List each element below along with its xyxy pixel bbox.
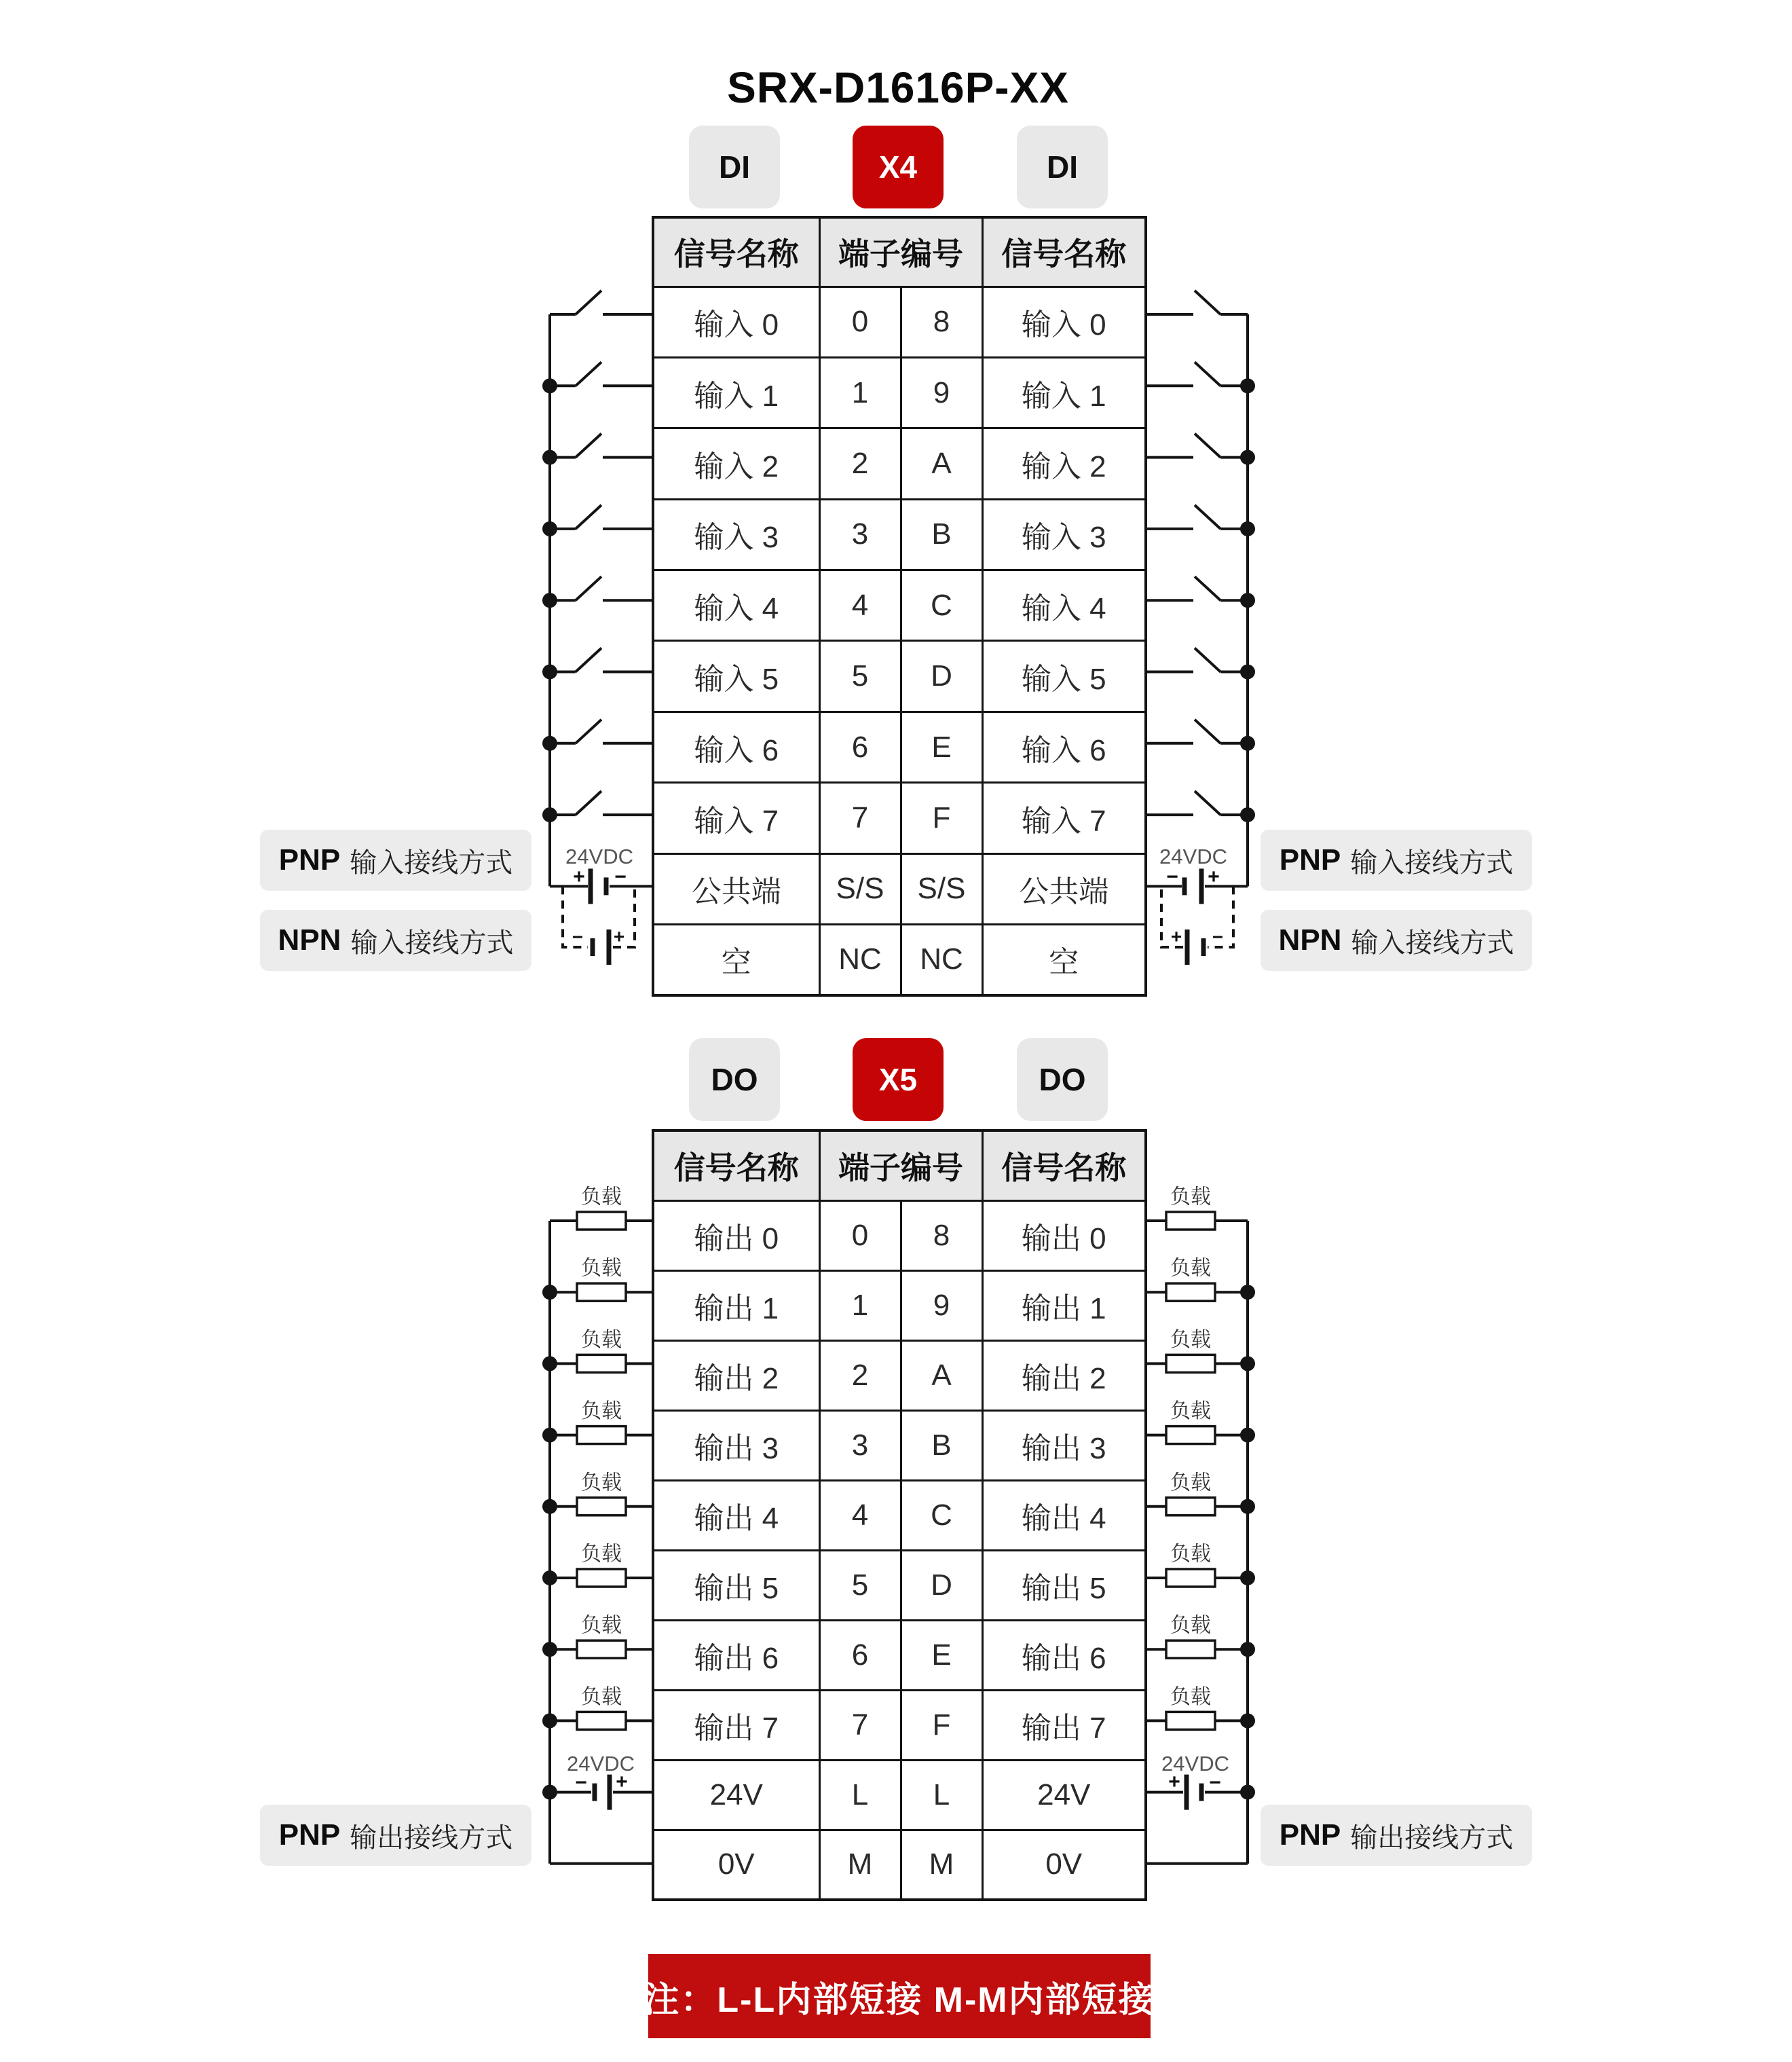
junction-dot [542, 1285, 557, 1300]
load-label: 负载 [581, 1614, 622, 1637]
pnp-input-wiring-label-left [260, 830, 531, 891]
load-resistor-icon [577, 1640, 626, 1658]
load-resistor-icon [1166, 1212, 1215, 1230]
switch-icon [576, 505, 601, 529]
terminal-cell: 9 [901, 357, 982, 428]
signal-cell: 输出 4 [653, 1480, 819, 1550]
pnp-input-wiring-label-right [1261, 830, 1532, 891]
load-label: 负载 [1170, 1400, 1211, 1423]
load-label: 负载 [1170, 1257, 1211, 1280]
signal-cell: 输入 6 [982, 712, 1146, 782]
table-row [653, 1410, 1146, 1480]
terminal-cell: B [901, 1410, 982, 1480]
junction-dot [1240, 593, 1255, 608]
di-header-terminal: 端子编号 [819, 217, 982, 287]
do-header-terminal: 端子编号 [819, 1130, 982, 1200]
table-row [653, 570, 1146, 641]
terminal-cell: 0 [819, 1200, 901, 1270]
terminal-cell: 8 [901, 1200, 982, 1270]
load-label: 负载 [581, 1543, 622, 1566]
terminal-cell: 5 [819, 1550, 901, 1620]
terminal-cell: 1 [819, 1270, 901, 1340]
signal-cell: 输入 1 [982, 357, 1146, 428]
table-row [653, 499, 1146, 570]
signal-cell: 输出 6 [653, 1620, 819, 1690]
junction-dot [542, 378, 557, 393]
terminal-cell: 2 [819, 428, 901, 499]
load-resistor-icon [577, 1712, 626, 1729]
switch-icon [576, 791, 601, 815]
do-terminal-table [652, 1129, 1147, 1901]
terminal-cell: L [819, 1760, 901, 1830]
signal-cell: 输出 7 [982, 1690, 1146, 1760]
table-row [653, 1270, 1146, 1340]
signal-cell: 0V [653, 1830, 819, 1900]
terminal-cell: S/S [819, 853, 901, 924]
signal-cell: 空 [982, 925, 1146, 995]
di-header-signal-left: 信号名称 [653, 217, 819, 287]
table-row [653, 853, 1146, 924]
load-resistor-icon [1166, 1355, 1215, 1372]
signal-cell: 输出 4 [982, 1480, 1146, 1550]
terminal-cell: D [901, 1550, 982, 1620]
polarity-sign: − [572, 926, 584, 948]
pnp-label-text: 输入接线方式 [350, 847, 513, 878]
terminal-cell: 7 [819, 1690, 901, 1760]
switch-icon [1195, 291, 1220, 314]
signal-cell: 输入 5 [982, 641, 1146, 712]
terminal-cell: 4 [819, 570, 901, 641]
terminal-cell: NC [901, 925, 982, 995]
switch-icon [1195, 648, 1220, 672]
junction-dot [542, 1356, 557, 1371]
signal-cell: 输入 0 [653, 287, 819, 357]
switch-icon [1195, 362, 1220, 386]
terminal-cell: E [901, 712, 982, 782]
table-row [653, 1760, 1146, 1830]
junction-dot [1240, 807, 1255, 822]
supply-voltage-label: 24VDC [565, 844, 633, 868]
signal-cell: 输出 2 [653, 1340, 819, 1410]
junction-dot [1240, 1785, 1255, 1800]
signal-cell: 输出 0 [982, 1200, 1146, 1270]
junction-dot [542, 736, 557, 751]
terminal-cell: L [901, 1760, 982, 1830]
switch-icon [576, 720, 601, 743]
npn-input-wiring-label-left [260, 910, 531, 971]
polarity-sign: + [573, 865, 585, 888]
terminal-cell: M [901, 1830, 982, 1900]
do-header-signal-right: 信号名称 [982, 1130, 1146, 1200]
terminal-cell: 9 [901, 1270, 982, 1340]
polarity-sign: − [614, 865, 627, 888]
load-resistor-icon [1166, 1283, 1215, 1301]
junction-dot [1240, 450, 1255, 465]
switch-icon [1195, 576, 1220, 600]
supply-voltage-label: 24VDC [1159, 844, 1227, 868]
table-row [653, 1620, 1146, 1690]
supply-voltage-label: 24VDC [567, 1752, 635, 1776]
load-label: 负载 [581, 1257, 622, 1280]
pnp-label-text: 输入接线方式 [1350, 847, 1514, 878]
signal-cell: 输入 3 [653, 499, 819, 570]
table-row [653, 357, 1146, 428]
signal-cell: 输出 5 [653, 1550, 819, 1620]
switch-icon [576, 434, 601, 458]
signal-cell: 输入 1 [653, 357, 819, 428]
load-label: 负载 [581, 1185, 622, 1209]
terminal-cell: D [901, 641, 982, 712]
di-left-badge: DI [689, 126, 780, 208]
connector-x5-badge: X5 [853, 1038, 944, 1121]
table-row [653, 712, 1146, 782]
load-resistor-icon [1166, 1498, 1215, 1515]
polarity-sign: + [1208, 865, 1220, 888]
table-row [653, 1200, 1146, 1270]
table-row [653, 925, 1146, 995]
npn-label: NPN [278, 923, 341, 957]
junction-dot [1240, 1642, 1255, 1657]
npn-label-text: 输入接线方式 [350, 927, 514, 958]
junction-dot [1240, 1499, 1255, 1514]
junction-dot [542, 450, 557, 465]
signal-cell: 0V [982, 1830, 1146, 1900]
terminal-cell: C [901, 570, 982, 641]
do-right-badge: DO [1017, 1038, 1108, 1121]
signal-cell: 输入 4 [653, 570, 819, 641]
polarity-sign: + [616, 1771, 628, 1794]
junction-dot [542, 521, 557, 536]
terminal-cell: A [901, 1340, 982, 1410]
terminal-cell: E [901, 1620, 982, 1690]
switch-icon [1195, 434, 1220, 458]
signal-cell: 输出 7 [653, 1690, 819, 1760]
table-row [653, 1340, 1146, 1410]
di-right-badge: DI [1017, 126, 1108, 208]
polarity-sign: + [1168, 1771, 1180, 1794]
note-banner: 注：L-L内部短接 M-M内部短接 [648, 1954, 1151, 2038]
page-title: SRX-D1616P-XX [727, 63, 1069, 112]
terminal-cell: C [901, 1480, 982, 1550]
load-resistor-icon [577, 1212, 626, 1230]
pnp-label-text: 输出接线方式 [1350, 1822, 1514, 1853]
junction-dot [542, 1570, 557, 1585]
polarity-sign: − [575, 1771, 587, 1794]
junction-dot [1240, 1356, 1255, 1371]
signal-cell: 输出 5 [982, 1550, 1146, 1620]
polarity-sign: − [1209, 1771, 1221, 1794]
signal-cell: 24V [653, 1760, 819, 1830]
signal-cell: 输出 0 [653, 1200, 819, 1270]
signal-cell: 输出 3 [653, 1410, 819, 1480]
junction-dot [1240, 378, 1255, 393]
terminal-cell: 7 [819, 783, 901, 853]
terminal-cell: B [901, 499, 982, 570]
terminal-cell: 2 [819, 1340, 901, 1410]
terminal-cell: S/S [901, 853, 982, 924]
terminal-cell: F [901, 1690, 982, 1760]
switch-icon [1195, 720, 1220, 743]
signal-cell: 输入 5 [653, 641, 819, 712]
terminal-cell: 6 [819, 712, 901, 782]
signal-cell: 输出 1 [653, 1270, 819, 1340]
signal-cell: 输入 7 [653, 783, 819, 853]
terminal-cell: 1 [819, 357, 901, 428]
do-left-badge: DO [689, 1038, 780, 1121]
di-header-row [653, 217, 1146, 287]
junction-dot [1240, 1285, 1255, 1300]
pnp-label: PNP [1279, 1818, 1341, 1852]
load-resistor-icon [577, 1498, 626, 1515]
signal-cell: 输出 2 [982, 1340, 1146, 1410]
signal-cell: 输入 2 [982, 428, 1146, 499]
terminal-cell: 0 [819, 287, 901, 357]
pnp-label-text: 输出接线方式 [350, 1822, 513, 1853]
junction-dot [542, 593, 557, 608]
junction-dot [1240, 521, 1255, 536]
signal-cell: 输入 7 [982, 783, 1146, 853]
pnp-output-wiring-label-right [1261, 1805, 1532, 1866]
signal-cell: 输出 3 [982, 1410, 1146, 1480]
terminal-cell: NC [819, 925, 901, 995]
switch-icon [576, 362, 601, 386]
table-row [653, 428, 1146, 499]
load-label: 负载 [581, 1685, 622, 1708]
load-label: 负载 [1170, 1328, 1211, 1351]
table-row [653, 1690, 1146, 1760]
load-resistor-icon [1166, 1712, 1215, 1729]
pnp-output-wiring-label-left [260, 1805, 531, 1866]
load-resistor-icon [577, 1283, 626, 1301]
terminal-cell: 3 [819, 499, 901, 570]
signal-cell: 空 [653, 925, 819, 995]
junction-dot [542, 1499, 557, 1514]
junction-dot [542, 665, 557, 680]
table-row [653, 1830, 1146, 1900]
signal-cell: 输出 6 [982, 1620, 1146, 1690]
switch-icon [1195, 505, 1220, 529]
terminal-cell: F [901, 783, 982, 853]
junction-dot [1240, 1570, 1255, 1585]
polarity-sign: − [1166, 865, 1178, 888]
junction-dot [1240, 736, 1255, 751]
terminal-cell: 3 [819, 1410, 901, 1480]
polarity-sign: + [1170, 925, 1182, 947]
load-label: 负载 [581, 1471, 622, 1494]
table-row [653, 641, 1146, 712]
terminal-cell: 6 [819, 1620, 901, 1690]
load-label: 负载 [1170, 1185, 1211, 1209]
junction-dot [1240, 1713, 1255, 1728]
load-label: 负载 [1170, 1543, 1211, 1566]
signal-cell: 输入 2 [653, 428, 819, 499]
load-label: 负载 [1170, 1614, 1211, 1637]
signal-cell: 输入 6 [653, 712, 819, 782]
table-row [653, 1480, 1146, 1550]
load-resistor-icon [577, 1355, 626, 1372]
table-row [653, 287, 1146, 357]
terminal-cell: M [819, 1830, 901, 1900]
di-terminal-table [652, 216, 1147, 997]
table-row [653, 783, 1146, 853]
table-row [653, 1550, 1146, 1620]
terminal-cell: 8 [901, 287, 982, 357]
junction-dot [542, 1428, 557, 1443]
signal-cell: 输入 3 [982, 499, 1146, 570]
switch-icon [1195, 791, 1220, 815]
load-resistor-icon [577, 1569, 626, 1587]
junction-dot [542, 1713, 557, 1728]
polarity-sign: − [1212, 926, 1224, 948]
connector-x4-badge: X4 [853, 126, 944, 208]
npn-input-wiring-label-right [1261, 910, 1532, 971]
junction-dot [1240, 1428, 1255, 1443]
load-label: 负载 [1170, 1471, 1211, 1494]
junction-dot [542, 1642, 557, 1657]
supply-voltage-label: 24VDC [1161, 1752, 1229, 1776]
terminal-cell: 5 [819, 641, 901, 712]
junction-dot [542, 1785, 557, 1800]
junction-dot [542, 807, 557, 822]
polarity-sign: + [613, 925, 625, 947]
load-label: 负载 [1170, 1685, 1211, 1708]
terminal-cell: A [901, 428, 982, 499]
load-resistor-icon [1166, 1569, 1215, 1587]
load-resistor-icon [577, 1426, 626, 1444]
switch-icon [576, 291, 601, 314]
load-label: 负载 [581, 1328, 622, 1351]
signal-cell: 24V [982, 1760, 1146, 1830]
pnp-label: PNP [1279, 843, 1341, 877]
signal-cell: 输出 1 [982, 1270, 1146, 1340]
npn-label-text: 输入接线方式 [1351, 927, 1514, 958]
npn-label: NPN [1278, 923, 1342, 957]
switch-icon [576, 576, 601, 600]
signal-cell: 输入 0 [982, 287, 1146, 357]
load-resistor-icon [1166, 1640, 1215, 1658]
pnp-label: PNP [278, 1818, 341, 1852]
pnp-label: PNP [278, 843, 341, 877]
load-resistor-icon [1166, 1426, 1215, 1444]
signal-cell: 公共端 [982, 853, 1146, 924]
di-header-signal-right: 信号名称 [982, 217, 1146, 287]
do-header-row [653, 1130, 1146, 1200]
load-label: 负载 [581, 1400, 622, 1423]
switch-icon [576, 648, 601, 672]
signal-cell: 输入 4 [982, 570, 1146, 641]
terminal-cell: 4 [819, 1480, 901, 1550]
junction-dot [1240, 665, 1255, 680]
do-header-signal-left: 信号名称 [653, 1130, 819, 1200]
signal-cell: 公共端 [653, 853, 819, 924]
